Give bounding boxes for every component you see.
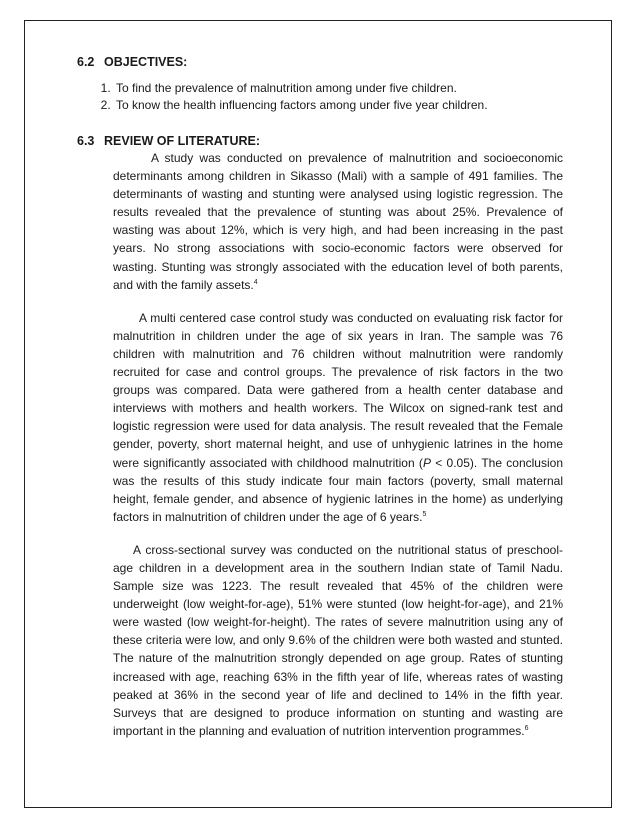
- review-paragraph-1: [113, 149, 563, 294]
- citation-ref: 4: [253, 278, 258, 286]
- list-item: 2. To know the health influencing factors among under five year children.: [114, 97, 563, 114]
- section-number: 6.2: [77, 55, 95, 69]
- p-value-symbol: P: [422, 455, 431, 470]
- section-title: REVIEW OF LITERATURE:: [104, 134, 261, 148]
- review-heading: [77, 133, 563, 149]
- section-number: 6.3: [77, 134, 95, 148]
- paragraph-text: A multi centered case control study was conducted on evaluating risk factor for malnutrition in children under the age of six years in Iran. The sample was 76 children with malnutrition and 76 children without malnutrition were randomly recruited for case and control groups. The prevalence of risk factors in the two groups was compared. Data were gathered from a health center database and interviews with mothers and health workers. The Wilcox on signed-rank test and logistic regression were used for data analysis. The result revealed that the Female gender, poverty, short maternal height, and use of unhygienic latrines in the home were significantly associated with childhood malnutrition (: [113, 310, 563, 470]
- paragraph-text: < 0.05). The conclusion was the results of this study indicate four main factors (poverty, small maternal height, female gender, and absence of hygienic latrines in the home) as underlying factors in malnutrition of children under the age of 6 years.: [113, 455, 563, 524]
- document-body: [77, 54, 563, 740]
- objectives-list: [77, 80, 563, 114]
- review-paragraph-2: [113, 309, 563, 526]
- objectives-heading: [77, 54, 563, 70]
- paragraph-text: A study was conducted on prevalence of malnutrition and socioeconomic determinants among children in Sikasso (Mali) with a sample of 491 families. The determinants of wasting and stunting were analysed using logistic regression. The results revealed that the prevalence of stunting was about 25%. Prevalence of wasting was about 12%, which is very high, and had been increasing in the past years. No strong associations with socio-economic factors were observed for wasting. Stunting was strongly associated with the education level of both parents, and with the family assets.: [113, 151, 563, 292]
- paragraph-text: A cross-sectional survey was conducted on the nutritional status of preschool-age children in a development area in the southern Indian state of Tamil Nadu. Sample size was 1223. The result revealed that 45% of the children were underweight (low weight-for-age), 51% were stunted (low height-for-age), and 21% were wasted (low weight-for-height). The rates of severe malnutrition using any of these criteria were low, and only 9.6% of the children were both wasted and stunted. The nature of the malnutrition strongly depended on age group. Rates of stunting increased with age, reaching 63% in the fifth year of life, whereas rates of wasting peaked at 36% in the second year of life and declined to 14% in the fifth year. Surveys that are designed to produce information on stunting and wasting are important in the planning and evaluation of nutrition intervention programmes.: [113, 542, 563, 738]
- review-paragraph-3: [113, 541, 563, 740]
- citation-ref: 5: [422, 510, 427, 518]
- list-item: 1. To find the prevalence of malnutrition among under five children.: [114, 80, 563, 97]
- citation-ref: 6: [524, 724, 529, 732]
- section-title: OBJECTIVES:: [104, 55, 188, 69]
